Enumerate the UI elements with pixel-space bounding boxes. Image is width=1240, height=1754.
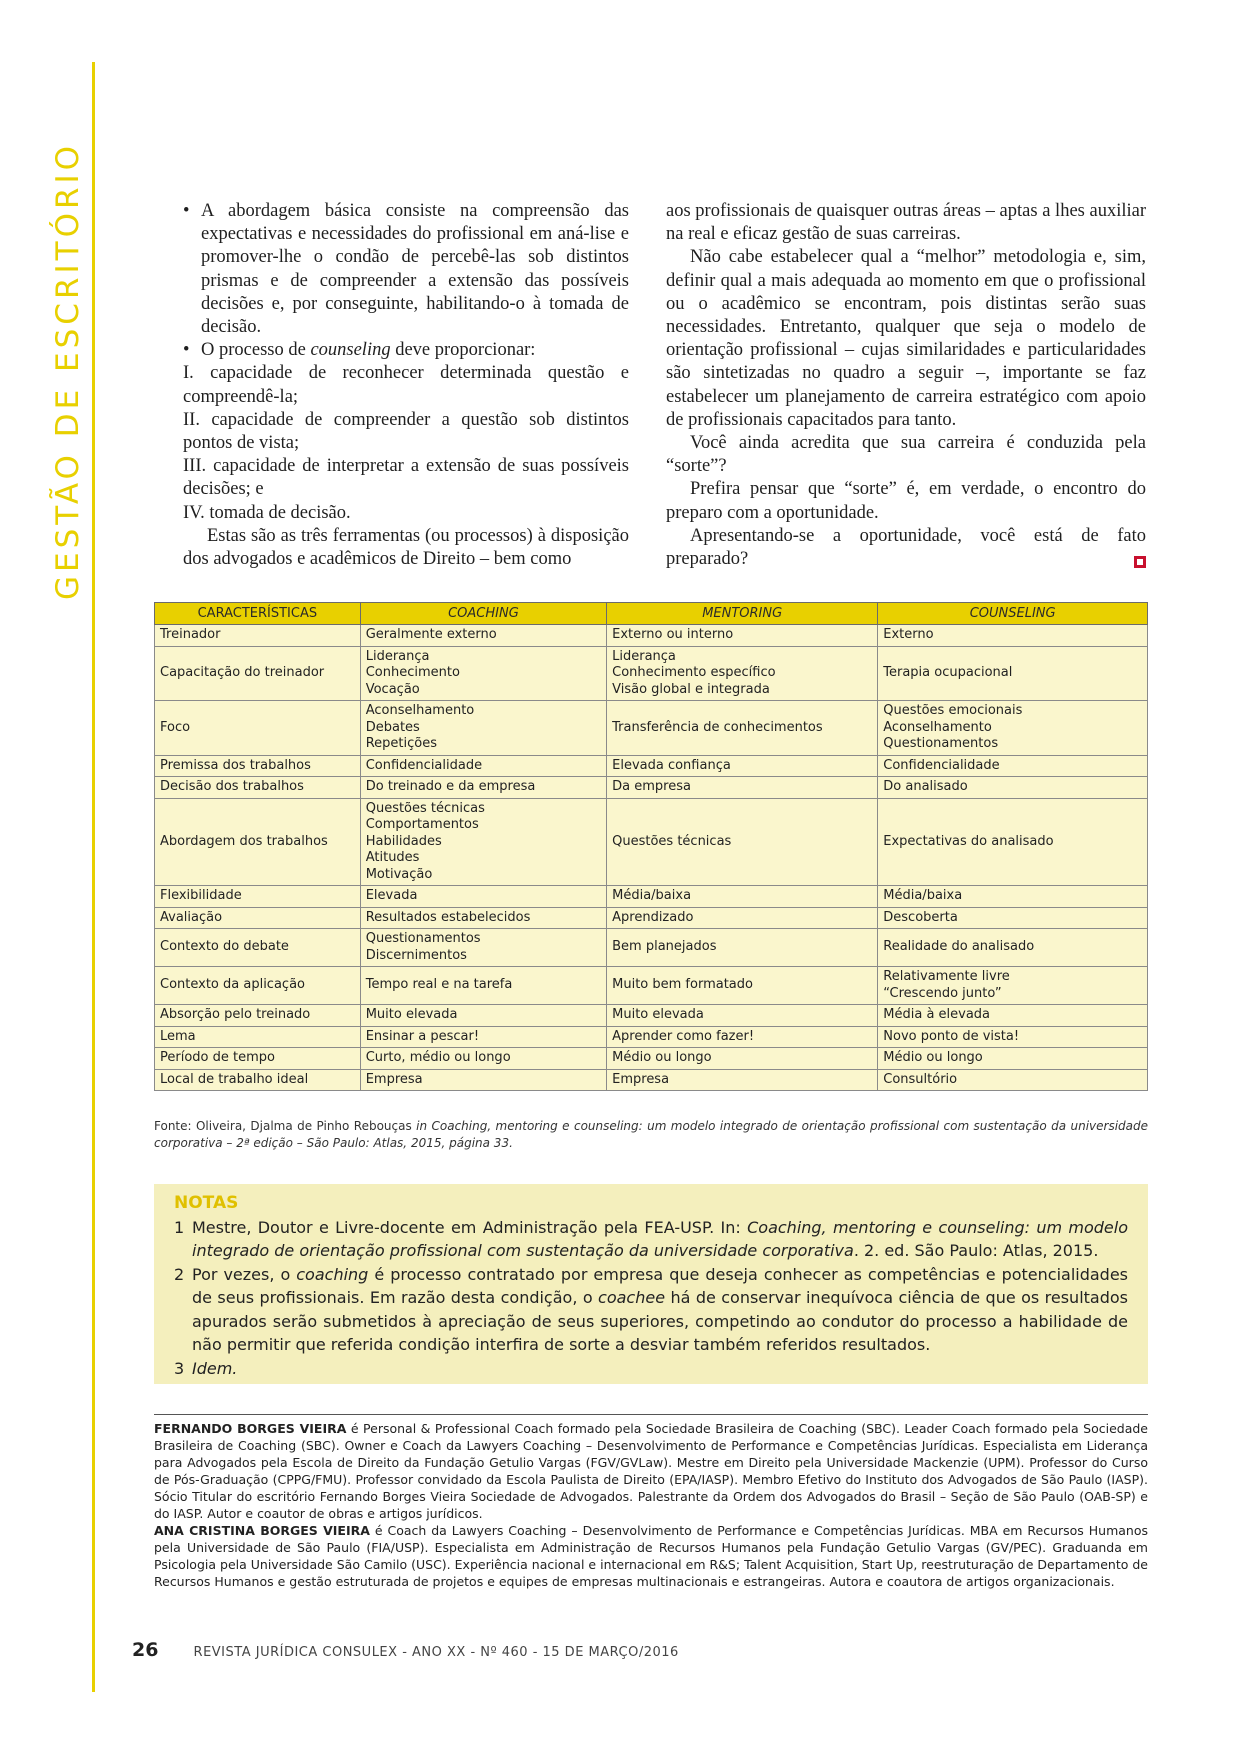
- table-cell: [878, 886, 1148, 908]
- row-label-cell: Avaliação: [155, 907, 361, 929]
- table-cell: [360, 907, 606, 929]
- cell-line: Conhecimento específico: [612, 665, 776, 680]
- bullet-icon: •: [183, 340, 190, 361]
- cell-line: Transferência de conhecimentos: [612, 719, 823, 735]
- cell-line: Questões emocionais: [883, 703, 1023, 718]
- table-cell: [607, 886, 878, 908]
- note-2: [174, 1263, 1128, 1357]
- cell-line: Visão global e integrada: [612, 681, 770, 697]
- cell-line: Elevada: [365, 888, 418, 903]
- table-row: [155, 907, 1148, 929]
- magazine-info: REVISTA JURÍDICA CONSULEX - ANO XX - Nº 460 - 15 DE MARÇO/2016: [193, 1645, 679, 1660]
- row-label-cell: Contexto da aplicação: [155, 967, 361, 1005]
- table-row: [155, 755, 1148, 777]
- end-of-article-icon: [1134, 556, 1146, 568]
- note-text: [192, 1216, 1128, 1263]
- bullet-icon: •: [183, 201, 190, 221]
- comparison-table: [154, 602, 1148, 1091]
- note-emphasis: coaching: [296, 1264, 369, 1284]
- table-cell: [360, 755, 606, 777]
- note-1: [174, 1216, 1128, 1263]
- note-text-part: há de conservar inequívoca ciência de que os resultados apurados serão submetidos à apreciação de seus superiores, competindo ao condutor do processo a habilidade de não permitir que referida condição interfira de sorte a desviar também referidos resultados.: [192, 1288, 1128, 1354]
- cell-line: Muito bem formatado: [612, 977, 753, 993]
- row-label-cell: Capacitação do treinador: [155, 646, 361, 701]
- table-row: [155, 646, 1148, 701]
- cell-line: Terapia ocupacional: [883, 665, 1013, 680]
- table-cell: [878, 907, 1148, 929]
- table-cell: [360, 1048, 606, 1070]
- cell-line: Motivação: [365, 866, 433, 882]
- row-label-cell: Local de trabalho ideal: [155, 1069, 361, 1091]
- table-cell: [878, 625, 1148, 647]
- cell-line: Vocação: [365, 681, 420, 697]
- paragraph: aos profissionais de quaisquer outras áreas – aptas a lhes auxiliar na real e eficaz gestão de suas carreiras.: [666, 201, 1146, 245]
- cell-line: Externo ou interno: [612, 627, 734, 642]
- cell-line: Confidencialidade: [883, 757, 1000, 773]
- row-label-cell: Premissa dos trabalhos: [155, 755, 361, 777]
- cell-line: Habilidades: [365, 833, 442, 849]
- cell-line: “Crescendo junto”: [883, 985, 1002, 1001]
- note-text-part: Por vezes, o: [192, 1264, 297, 1284]
- row-label-cell: Abordagem dos trabalhos: [155, 798, 361, 886]
- row-label-cell: Decisão dos trabalhos: [155, 777, 361, 799]
- note-number: 2: [174, 1264, 185, 1284]
- paragraph: Você ainda acredita que sua carreira é conduzida pela “sorte”?: [666, 433, 1146, 477]
- bullet-text: deve proporcionar:: [390, 340, 536, 361]
- header-counseling: COUNSELING: [878, 603, 1148, 625]
- table-cell: [607, 1005, 878, 1027]
- section-label: GESTÃO DE ESCRITÓRIO: [50, 141, 86, 600]
- table-row: [155, 625, 1148, 647]
- note-text-part: Mestre, Doutor e Livre-docente em Administração pela FEA-USP. In:: [192, 1217, 748, 1237]
- cell-line: Muito elevada: [612, 1007, 704, 1022]
- cell-line: Muito elevada: [365, 1007, 458, 1022]
- cell-line: Comportamentos: [365, 817, 479, 832]
- table-header-row: [155, 603, 1148, 625]
- cell-line: Descoberta: [883, 909, 958, 925]
- table-row: [155, 1069, 1148, 1091]
- table-cell: [607, 755, 878, 777]
- table-cell: [878, 646, 1148, 701]
- row-label-cell: Absorção pelo treinado: [155, 1005, 361, 1027]
- note-emphasis: Idem.: [192, 1358, 238, 1378]
- cell-line: Média à elevada: [883, 1007, 991, 1022]
- cell-line: Curto, médio ou longo: [365, 1050, 511, 1065]
- author-bio-2: [154, 1522, 1148, 1590]
- cell-line: Debates: [365, 719, 420, 735]
- table-cell: [360, 886, 606, 908]
- table-cell: [360, 967, 606, 1005]
- cell-line: Média/baixa: [883, 888, 963, 903]
- bullet-item: [183, 339, 629, 362]
- cell-line: Questionamentos: [883, 736, 999, 751]
- paragraph-text: Apresentando-se a oportunidade, você está de fato preparado?: [666, 525, 1146, 570]
- paragraph: [666, 525, 1146, 571]
- table-row: [155, 701, 1148, 756]
- cell-line: Questões técnicas: [612, 833, 732, 849]
- table-cell: [360, 1005, 606, 1027]
- table-cell: [607, 625, 878, 647]
- table-row: [155, 777, 1148, 799]
- paragraph: Prefira pensar que “sorte” é, em verdade, o encontro do preparo com a oportunidade.: [666, 479, 1146, 523]
- table-cell: [360, 1069, 606, 1091]
- note-number: 3: [174, 1358, 185, 1378]
- row-label-cell: Treinador: [155, 625, 361, 647]
- table-cell: [607, 777, 878, 799]
- cell-line: Aconselhamento: [365, 703, 475, 718]
- cell-line: Questionamentos: [365, 931, 481, 946]
- author-bio-text: é Coach da Lawyers Coaching – Desenvolvimento de Performance e Competências Jurídicas. MBA em Recursos Humanos pela Universidade de São Paulo (FIA/USP). Especialista em Administração de Recursos Humanos pela Fundação Getulio Vargas (GV/PEC). Graduanda em Psicologia pela Universidade São Camilo (USC). Experiência nacional e internacional em R&S; Talent Acquisition, Start Up, reestruturação de Departamento de Recursos Humanos e gestão estruturada de projetos e equipes de empresas multinacionais e estrangeiras. Autora e coautora de artigos organizacionais.: [154, 1523, 1148, 1589]
- bullet-item: [183, 200, 629, 339]
- table-cell: [878, 1026, 1148, 1048]
- list-item-1: I. capacidade de reconhecer determinada questão e compreendê-la;: [183, 363, 629, 407]
- table-row: [155, 1005, 1148, 1027]
- table-cell: [607, 1048, 878, 1070]
- cell-line: Aprendizado: [612, 909, 694, 925]
- table-row: [155, 798, 1148, 886]
- page-number: 26: [132, 1639, 159, 1661]
- header-mentoring: MENTORING: [607, 603, 878, 625]
- note-text-part: é processo contratado por empresa que deseja conhecer as competências e potencialidades de seus profissionais. Em razão desta condição, o: [192, 1264, 1129, 1307]
- row-label-cell: Flexibilidade: [155, 886, 361, 908]
- bullet-text: A abordagem básica consiste na compreensão das expectativas e necessidades do profissional em aná-lise e promover-lhe o condão de percebê-las sob distintos prismas e de compreender a extensão das possíveis decisões e, por conseguinte, habilitando-o à tomada de decisão.: [201, 201, 629, 338]
- note-text: [192, 1263, 1128, 1357]
- table-cell: [607, 1026, 878, 1048]
- cell-line: Discernimentos: [365, 947, 467, 963]
- table-cell: [878, 967, 1148, 1005]
- table-row: [155, 1048, 1148, 1070]
- cell-line: Médio ou longo: [612, 1050, 712, 1065]
- header-caracteristicas: CARACTERÍSTICAS: [155, 603, 361, 625]
- table-cell: [607, 701, 878, 756]
- cell-line: Bem planejados: [612, 939, 717, 955]
- table-row: [155, 886, 1148, 908]
- list-item-4: IV. tomada de decisão.: [183, 502, 351, 523]
- table-cell: [878, 798, 1148, 886]
- cell-line: Da empresa: [612, 779, 691, 794]
- author-bio-1: [154, 1420, 1148, 1522]
- table-row: [155, 929, 1148, 967]
- table-source: [154, 1118, 1148, 1152]
- note-number: 1: [174, 1217, 185, 1237]
- cell-line: Consultório: [883, 1071, 958, 1087]
- table-cell: [878, 755, 1148, 777]
- table-cell: [878, 1005, 1148, 1027]
- header-coaching: COACHING: [360, 603, 606, 625]
- source-text: Fonte: Oliveira, Djalma de Pinho Rebouças: [154, 1119, 417, 1133]
- table-cell: [360, 701, 606, 756]
- note-text: [192, 1357, 1128, 1381]
- cell-line: Geralmente externo: [365, 627, 497, 642]
- table-cell: [607, 1069, 878, 1091]
- cell-line: Elevada confiança: [612, 757, 731, 773]
- table-cell: [878, 1048, 1148, 1070]
- cell-line: Externo: [883, 627, 934, 642]
- author-bio-text: é Personal & Professional Coach formado pela Sociedade Brasileira de Coaching (SBC). Leader Coach formado pela Sociedade Brasileira de Coaching (SBC). Owner e Coach da Lawyers Coaching – Desenvolvimento de Performance e Competências Jurídicas. Especialista em Liderança para Advogados pela Escola de Direito da Fundação Getulio Vargas (FGV/GVLaw). Mestre em Direito pela Universidade Mackenzie (UPM). Professor do Curso de Pós-Graduação (CPPG/FMU). Professor convidado da Escola Paulista de Direito (EPA/IASP). Membro Efetivo do Instituto dos Advogados de São Paulo (IASP). Sócio Titular do escritório Fernando Borges Vieira Sociedade de Advogados. Palestrante da Ordem dos Advogados do Brasil – Seção de São Paulo (OAB-SP) e do IASP. Autor e coautor de obras e artigos jurídicos.: [154, 1421, 1148, 1521]
- cell-line: Realidade do analisado: [883, 939, 1035, 955]
- table-cell: [878, 777, 1148, 799]
- table-cell: [360, 625, 606, 647]
- notes-box: [154, 1184, 1148, 1384]
- table-cell: [878, 701, 1148, 756]
- right-column: [666, 200, 1146, 571]
- source-citation: in Coaching, mentoring e counseling: um modelo integrado de orientação profissional com sustentação da universidade corporativa – 2ª edição – São Paulo: Atlas, 2015, página 33.: [154, 1119, 1148, 1150]
- table-cell: [360, 777, 606, 799]
- cell-line: Do analisado: [883, 779, 968, 794]
- cell-line: Aconselhamento: [883, 719, 992, 735]
- row-label-cell: Período de tempo: [155, 1048, 361, 1070]
- cell-line: Liderança: [612, 648, 676, 664]
- table-body: [155, 625, 1148, 1091]
- note-emphasis: coachee: [598, 1288, 666, 1307]
- cell-line: Resultados estabelecidos: [365, 909, 531, 925]
- page-footer: [132, 1639, 679, 1661]
- accent-vertical-rule: [92, 62, 95, 1692]
- list-item-2: II. capacidade de compreender a questão sob distintos pontos de vista;: [183, 409, 629, 454]
- cell-line: Expectativas do analisado: [883, 833, 1054, 849]
- cell-line: Média/baixa: [612, 888, 692, 903]
- row-label-cell: Lema: [155, 1026, 361, 1048]
- cell-line: Ensinar a pescar!: [365, 1028, 480, 1044]
- cell-line: Liderança: [365, 648, 430, 664]
- notes-title: NOTAS: [174, 1193, 239, 1213]
- paragraph: Não cabe estabelecer qual a “melhor” metodologia e, sim, definir qual a mais adequada ao momento em que o profissional ou o acadêmico se encontram, pois distintas serão suas necessidades. Entretanto, qualquer que seja o modelo de orientação profissional – cujas similaridades e particularidades são sintetizadas no quadro a seguir –, importante se faz estabelecer um planejamento de carreira estratégico com apoio de profissionais capacitados para tanto.: [666, 247, 1146, 430]
- cell-line: Questões técnicas: [365, 800, 485, 816]
- cell-line: Repetições: [365, 736, 437, 751]
- cell-line: Confidencialidade: [365, 757, 483, 773]
- table-cell: [607, 798, 878, 886]
- table-cell: [607, 967, 878, 1005]
- cell-line: Novo ponto de vista!: [883, 1028, 1020, 1044]
- paragraph: Estas são as três ferramentas (ou processos) à disposição dos advogados e acadêmicos de Direito – bem como: [183, 525, 629, 570]
- cell-line: Relativamente livre: [883, 969, 1010, 984]
- table-cell: [607, 929, 878, 967]
- table-cell: [607, 907, 878, 929]
- table-cell: [878, 929, 1148, 967]
- author-bios: [154, 1414, 1148, 1590]
- cell-line: Do treinado e da empresa: [365, 779, 536, 794]
- note-text-part: . 2. ed. São Paulo: Atlas, 2015.: [853, 1241, 1099, 1260]
- cell-line: Aprender como fazer!: [612, 1028, 755, 1044]
- author-name: ANA CRISTINA BORGES VIEIRA: [154, 1523, 370, 1538]
- row-label-cell: Foco: [155, 701, 361, 756]
- cell-line: Empresa: [612, 1071, 670, 1087]
- bullet-text: O processo de: [201, 340, 311, 361]
- table-row: [155, 967, 1148, 1005]
- row-label-cell: Contexto do debate: [155, 929, 361, 967]
- table-cell: [360, 646, 606, 701]
- cell-line: Médio ou longo: [883, 1050, 983, 1065]
- list-item-3: III. capacidade de interpretar a extensão de suas possíveis decisões; e: [183, 456, 629, 500]
- note-3: [174, 1357, 1128, 1381]
- table-row: [155, 1026, 1148, 1048]
- table-cell: [878, 1069, 1148, 1091]
- note-emphasis: Coaching, mentoring e counseling: um modelo integrado de orientação profissional com sustentação da universidade corporativa: [192, 1217, 1129, 1260]
- table-cell: [607, 646, 878, 701]
- table-cell: [360, 798, 606, 886]
- table-cell: [360, 929, 606, 967]
- cell-line: Conhecimento: [365, 665, 460, 680]
- cell-line: Empresa: [365, 1071, 423, 1087]
- author-name: FERNANDO BORGES VIEIRA: [154, 1421, 347, 1436]
- left-column: [183, 200, 629, 571]
- cell-line: Tempo real e na tarefa: [365, 977, 513, 993]
- table-cell: [360, 1026, 606, 1048]
- cell-line: Atitudes: [365, 850, 420, 865]
- emphasis-text: counseling: [310, 340, 391, 361]
